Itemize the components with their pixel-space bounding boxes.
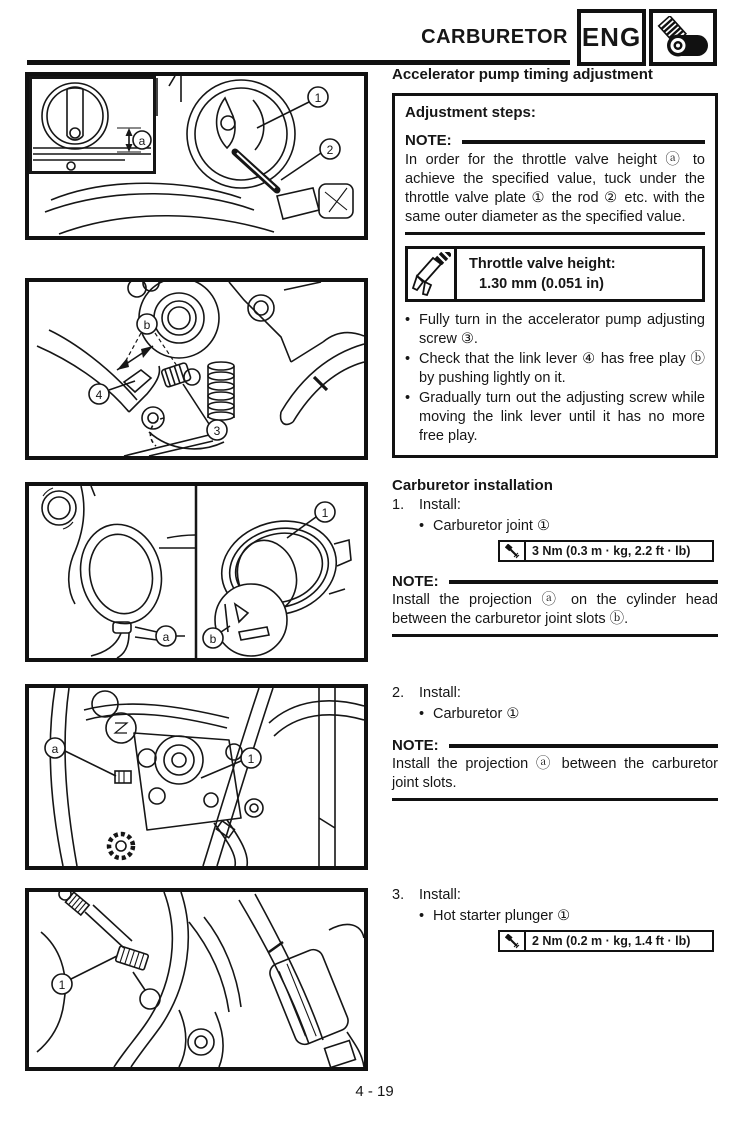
install-step-1	[392, 496, 718, 637]
note-body: In order for the throttle valve height ⓐ to achieve the specified value, tuck under the throttle valve plate ① the rod ② etc. with the same outer diameter as the specified value.	[405, 152, 705, 225]
install-step-2	[392, 684, 718, 801]
torque-spec-box	[498, 540, 714, 562]
torque-wrench-icon	[500, 542, 526, 560]
note-end-rule	[405, 232, 705, 235]
torque-spec-box	[498, 930, 714, 952]
caliper-icon	[408, 249, 457, 299]
note-body: Install the projection ⓐ on the cylinder head between the carburetor joint slots ⓑ.	[392, 592, 718, 627]
bullet-marker	[405, 311, 410, 330]
note-rule	[449, 580, 718, 584]
engine-cylinder-icon	[655, 16, 711, 60]
figure-carburetor-installed	[25, 684, 368, 870]
figure-hot-starter-plunger	[25, 888, 368, 1071]
callout-1: 1	[321, 506, 329, 520]
note-end-rule	[392, 798, 718, 801]
figure1-inset	[31, 78, 155, 173]
note-end-rule	[392, 634, 718, 637]
header-rule	[27, 60, 570, 65]
bullet-marker	[419, 705, 424, 724]
note-rule	[449, 744, 718, 748]
list-item: • Fully turn in the accelerator pump adjusting screw ③.	[405, 311, 705, 349]
bullet-marker	[419, 907, 424, 926]
step-number: 2.	[392, 685, 405, 701]
figure-throttle-valve-height	[25, 72, 368, 240]
note-label: NOTE:	[392, 737, 439, 754]
list-item: • Check that the link lever ④ has free play ⓑ by pushing lightly on it.	[405, 350, 705, 388]
list-item: • Carburetor ①	[419, 705, 718, 724]
figure-carburetor-joint	[25, 482, 368, 662]
page-number: 4 - 19	[355, 1083, 394, 1100]
torque-wrench-icon	[500, 932, 526, 950]
list-item: • Carburetor joint ①	[419, 517, 718, 536]
note-rule	[462, 140, 705, 144]
adjustment-bullets	[405, 311, 705, 446]
bullet-marker	[405, 350, 410, 369]
torque-value: 2 Nm (0.2 m · kg, 1.4 ft · lb)	[532, 934, 691, 948]
callout-1: 1	[314, 91, 322, 105]
section-heading-accel-pump: Accelerator pump timing adjustment	[392, 66, 653, 83]
note-label: NOTE:	[405, 132, 452, 149]
bullet-marker	[419, 517, 424, 536]
callout-b: b	[209, 632, 217, 646]
callout-4: 4	[95, 388, 103, 402]
note-label: NOTE:	[392, 573, 439, 590]
note-header	[405, 132, 705, 151]
callout-2: 2	[326, 143, 334, 157]
step-verb: Install:	[419, 685, 461, 701]
callout-a: a	[51, 742, 59, 756]
list-item: • Hot starter plunger ①	[419, 907, 718, 926]
callout-3: 3	[213, 424, 221, 438]
note-body: Install the projection ⓐ between the carburetor joint slots.	[392, 756, 718, 791]
callout-b: b	[143, 318, 151, 332]
callout-a: a	[138, 134, 146, 148]
step-number: 1.	[392, 497, 405, 513]
spec-label: Throttle valve height:	[469, 256, 616, 272]
callout-a: a	[162, 630, 170, 644]
step-verb: Install:	[419, 497, 461, 513]
install-step-3	[392, 886, 718, 952]
list-item: • Gradually turn out the adjusting screw while moving the link lever until it has no more free play.	[405, 389, 705, 446]
note-header	[392, 572, 718, 591]
section-heading-carb-installation: Carburetor installation	[392, 477, 553, 494]
bullet-marker	[405, 389, 410, 408]
note-header	[392, 736, 718, 755]
adjustment-steps-box	[392, 93, 718, 458]
spec-value: 1.30 mm (0.051 in)	[479, 276, 604, 292]
spec-box-throttle-valve-height	[405, 246, 705, 302]
figure-accelerator-pump-adjustment	[25, 278, 368, 460]
chapter-badge: ENG	[577, 9, 646, 66]
step-number: 3.	[392, 887, 405, 903]
torque-value: 3 Nm (0.3 m · kg, 2.2 ft · lb)	[532, 544, 691, 558]
adjustment-steps-title: Adjustment steps:	[405, 104, 536, 121]
chapter-icon-box	[649, 9, 717, 66]
step-verb: Install:	[419, 887, 461, 903]
callout-1: 1	[58, 978, 66, 992]
page-title: CARBURETOR	[421, 26, 568, 48]
callout-1: 1	[247, 752, 255, 766]
